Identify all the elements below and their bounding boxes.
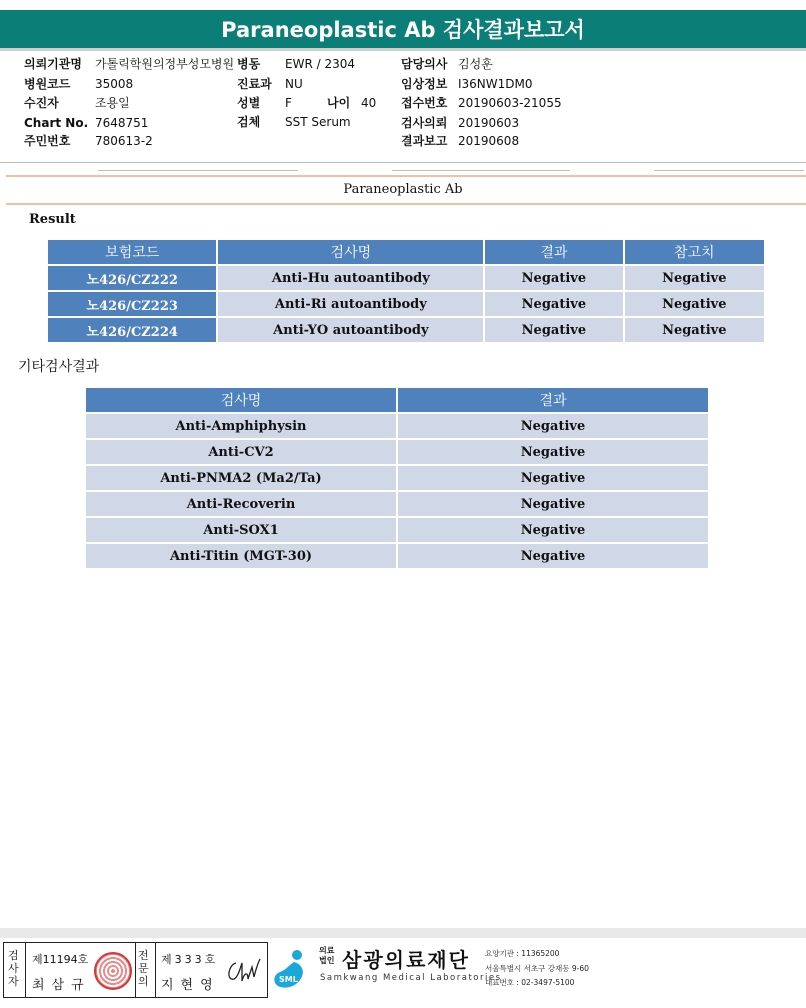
column-header-test: 검사명 [218,240,483,264]
hospital-label: 의뢰기관명 [24,57,82,71]
org-phone: 대표번호 : 02-3497-5100 [485,978,575,987]
examiner-label: 검사자 [8,949,19,988]
patient-label: 수진자 [24,96,59,110]
ward-label: 병동 [237,57,261,71]
receipt-no-value: 20190603-21055 [458,96,562,110]
department-value: NU [285,77,303,91]
title-divider [0,48,806,51]
table-row [86,440,708,464]
test-name: Anti-Hu autoantibody [218,266,483,290]
table-row [86,518,708,542]
section-title: Paraneoplastic Ab [343,182,463,197]
examiner-name: 최삼규 [32,978,91,993]
short-divider [654,170,804,171]
sml-logo-icon [272,946,312,994]
test-name: Anti-PNMA2 (Ma2/Ta) [86,466,396,490]
signature-icon [224,955,262,987]
test-result: Negative [398,414,708,438]
hospital-value: 가톨릭학원의정부성모병원 [95,57,235,71]
specialist-license: 제333호 [161,953,219,966]
section-rule-bottom [6,203,806,205]
column-header-result: 결과 [398,388,708,412]
column-header-code: 보험코드 [48,240,216,264]
department-label: 진료과 [237,77,272,91]
age-value: 40 [361,96,377,110]
test-result: Negative [485,318,622,342]
clinical-info-label: 임상정보 [401,77,448,91]
table-row [86,466,708,490]
reference-value: Negative [625,318,764,342]
table-row [48,318,764,342]
org-address: 서울특별시 서초구 강재동 9-60 [485,964,589,973]
specimen-value: SST Serum [285,115,351,129]
insurance-code: 노426/CZ224 [48,318,216,342]
test-name: Anti-CV2 [86,440,396,464]
specimen-label: 검체 [237,115,261,129]
table-row [86,492,708,516]
test-result: Negative [398,544,708,568]
footer-divider [0,928,806,938]
org-code: 요양기관 : 11365200 [485,949,560,958]
test-result: Negative [398,466,708,490]
other-tests-heading: 기타검사결과 [18,359,100,375]
insurance-code: 노426/CZ222 [48,266,216,290]
column-header-result: 결과 [485,240,622,264]
hospital-code-label: 병원코드 [24,77,71,91]
section-rule-top [6,175,806,177]
test-name: Anti-Amphiphysin [86,414,396,438]
report-title: Paraneoplastic Ab 검사결과보고서 [0,10,806,48]
examiner-license: 제11194호 [32,953,89,966]
org-english-name: Samkwang Medical Laboratories [320,973,502,983]
doctor-label: 담당의사 [401,57,448,71]
org-name: 삼광의료재단 [342,948,470,972]
table-header-row [48,240,764,264]
test-result: Negative [398,440,708,464]
table-row [48,292,764,316]
short-divider [392,170,570,171]
column-header-test: 검사명 [86,388,396,412]
short-divider [98,170,298,171]
table-row [86,414,708,438]
test-name: Anti-Titin (MGT-30) [86,544,396,568]
resident-no-value: 780613-2 [95,134,153,148]
table-row [86,544,708,568]
specialist-name: 지현영 [161,978,220,993]
other-tests-table [84,386,710,570]
box-divider [155,943,156,997]
age-label: 나이 [327,96,351,110]
logo-text: SML [279,975,298,984]
reference-value: Negative [625,266,764,290]
request-date-label: 검사의뢰 [401,116,448,130]
result-heading: Result [29,212,76,227]
sex-value: F [285,96,292,110]
chart-no-value: 7648751 [95,116,149,130]
test-result: Negative [485,292,622,316]
official-seal-icon [94,952,132,990]
reference-value: Negative [625,292,764,316]
info-divider [0,162,806,163]
table-header-row [86,388,708,412]
test-result: Negative [485,266,622,290]
report-date-label: 결과보고 [401,134,448,148]
hospital-code-value: 35008 [95,77,134,91]
test-result: Negative [398,518,708,542]
insurance-code: 노426/CZ223 [48,292,216,316]
signature-box [3,942,268,998]
test-name: Anti-Recoverin [86,492,396,516]
resident-no-label: 주민번호 [24,134,71,148]
clinical-info-value: I36NW1DM0 [458,77,533,91]
chart-no-label: Chart No. [24,116,89,130]
test-name: Anti-Ri autoantibody [218,292,483,316]
sex-label: 성별 [237,96,261,110]
specialist-label: 전문의 [138,949,149,988]
report-date-value: 20190608 [458,134,520,148]
patient-value: 조용일 [95,96,130,110]
ward-value: EWR / 2304 [285,57,355,71]
org-prefix: 의료 법인 [319,946,335,965]
box-divider [25,943,26,997]
test-result: Negative [398,492,708,516]
box-divider [135,943,136,997]
receipt-no-label: 접수번호 [401,96,448,110]
test-name: Anti-YO autoantibody [218,318,483,342]
column-header-reference: 참고치 [625,240,764,264]
test-name: Anti-SOX1 [86,518,396,542]
result-table [46,238,766,344]
request-date-value: 20190603 [458,116,520,130]
doctor-value: 김성훈 [458,57,493,71]
table-row [48,266,764,290]
